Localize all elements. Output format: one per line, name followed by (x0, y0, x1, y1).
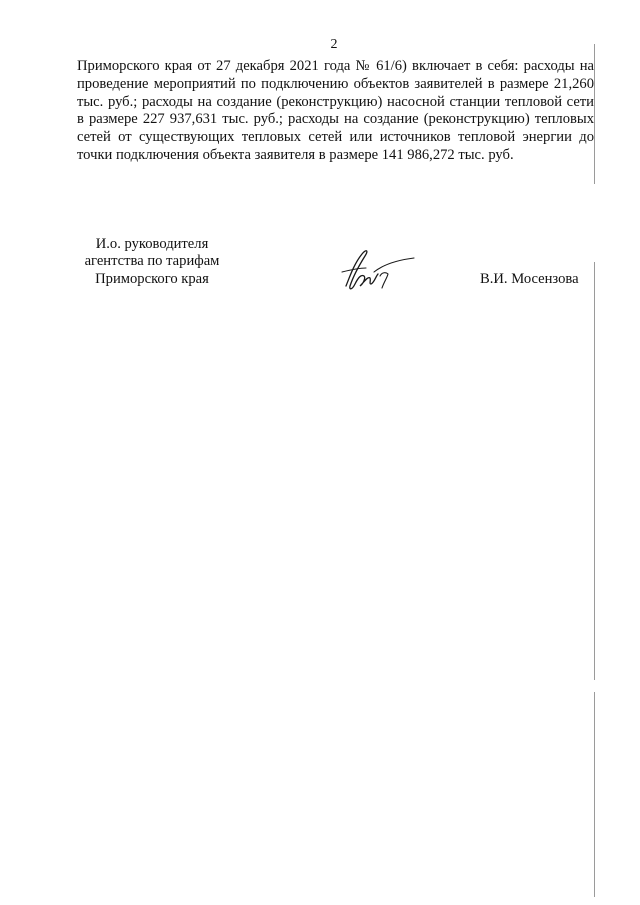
signer-position-line-2: агентства по тарифам (84, 253, 220, 270)
signer-name: В.И. Мосензова (480, 271, 579, 287)
signer-position-line-1: И.о. руководителя (95, 236, 209, 252)
body-paragraph: Приморского края от 27 декабря 2021 года № 61/6) включает в себя: расходы на проведение мероприятий по подключению объектов заявителей в размере 21,260 тыс. руб.; расходы на создание (реконструкцию) насосной станции тепловой сети в размере 227 937,631 тыс. руб.; расходы на создание (реконструкцию) тепловых сетей от существующих тепловых сетей или источников тепловой энергии до точки подключения объекта заявителя в размере 141 986,272 тыс. руб. (77, 58, 594, 163)
page-number: 2 (330, 37, 338, 52)
signer-position-line-3: Приморского края (95, 270, 209, 287)
signature-block (77, 236, 227, 288)
scan-edge-line-middle (594, 262, 595, 680)
scan-edge-line-top (594, 44, 595, 184)
handwritten-signature-icon (336, 246, 418, 294)
scan-edge-line-bottom (594, 692, 595, 897)
